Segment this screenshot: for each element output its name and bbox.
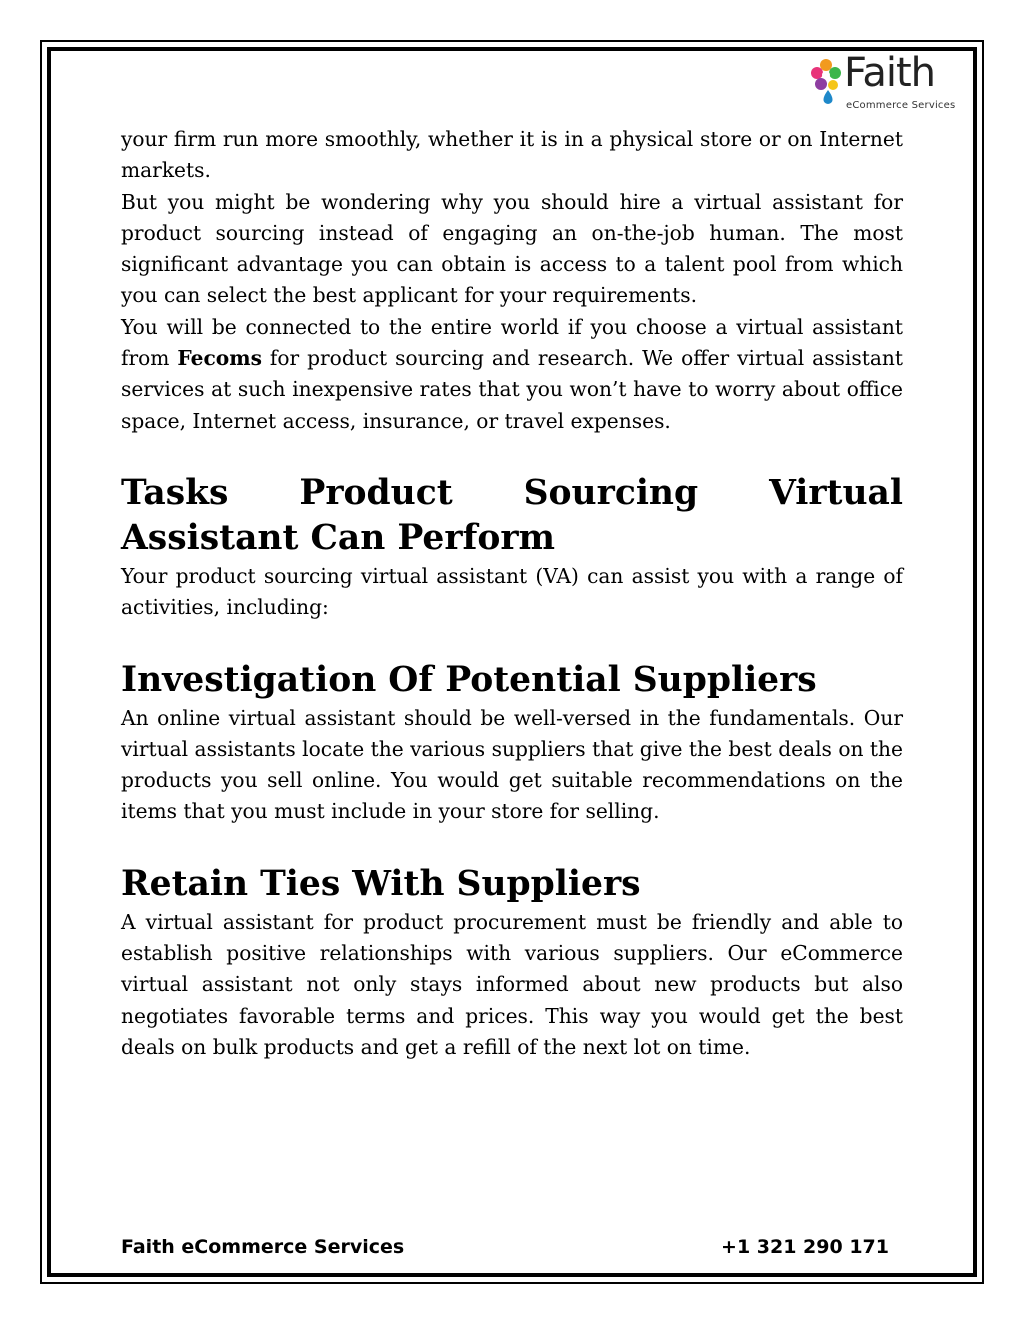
document-body: [121, 124, 903, 1063]
flower-icon: [808, 56, 844, 106]
section-heading: Tasks Product Sourcing Virtual Assistant Can Perform: [121, 472, 903, 558]
section-heading: Investigation Of Potential Suppliers: [121, 659, 817, 700]
logo-wordmark: Faith: [844, 50, 935, 96]
brand-name: Fecoms: [177, 346, 262, 371]
section-body: Your product sourcing virtual assistant (VA) can assist you with a range of activities, including:: [121, 563, 903, 620]
section-body: An online virtual assistant should be well-versed in the fundamentals. Our virtual assistants locate the various suppliers that give the best deals on the products you sell online. You would get suitable recommendations on the items that you must include in your store for selling.: [121, 705, 903, 824]
paragraph: your firm run more smoothly, whether it is in a physical store or on Internet markets.: [121, 127, 903, 183]
section-heading: Retain Ties With Suppliers: [121, 863, 641, 904]
page-footer: [121, 1236, 889, 1258]
paragraph: But you might be wondering why you should hire a virtual assistant for product sourcing instead of engaging an on-the-job human. The most significant advantage you can obtain is access to a talent pool from which you can select the best applicant for your requirements.: [121, 189, 903, 308]
text-run: for product sourcing and research. We offer virtual assistant services at such inexpensive rates that you won’t have to worry about office space, Internet access, insurance, or travel expenses.: [121, 346, 903, 433]
section-body: A virtual assistant for product procurement must be friendly and able to establish positive relationships with various suppliers. Our eCommerce virtual assistant not only stays informed about new products but also negotiates favorable terms and prices. This way you would get the best deals on bulk products and get a refill of the next lot on time.: [121, 909, 903, 1059]
footer-company: Faith eCommerce Services: [121, 1236, 405, 1258]
logo-subtitle: eCommerce Services: [846, 100, 956, 111]
footer-phone: +1 321 290 171: [721, 1236, 889, 1258]
paragraph-fecoms: [121, 312, 903, 437]
faith-logo: [808, 50, 972, 120]
text-run: You will be connected to the entire world if you choose a virtual assistant from: [121, 314, 903, 371]
